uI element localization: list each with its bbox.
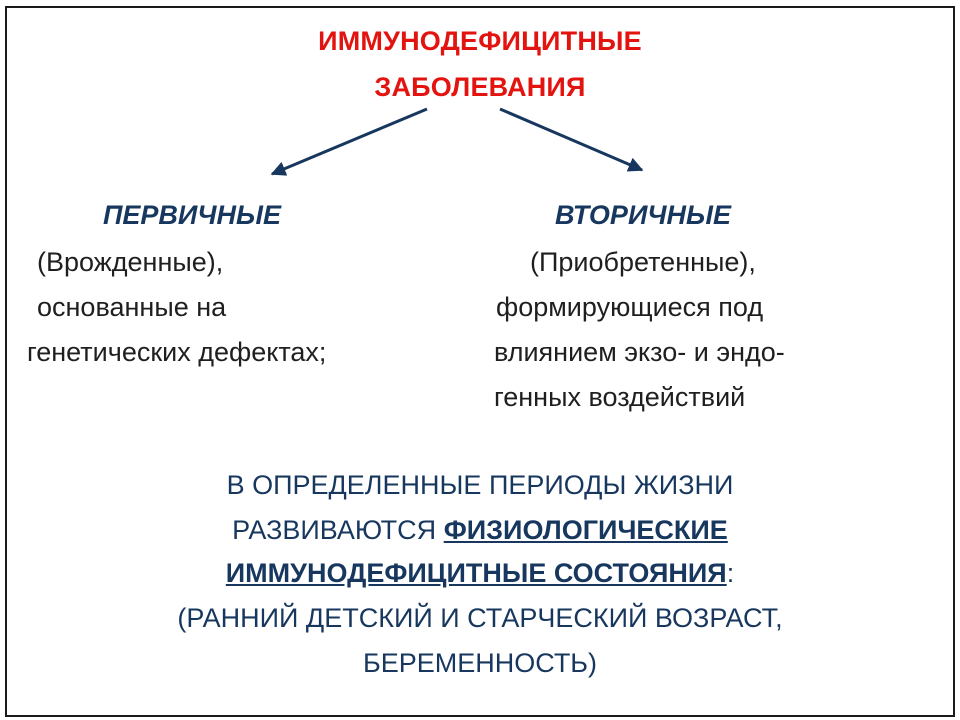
bottom-line-2 <box>0 515 960 546</box>
secondary-line-4: генных воздействий <box>494 382 746 412</box>
secondary-line-1: (Приобретенные), <box>530 247 756 277</box>
bottom-line-5: БЕРЕМЕННОСТЬ) <box>362 648 598 678</box>
secondary-line-3: влиянием экзо- и эндо- <box>494 337 785 367</box>
diagram-title-line-1: ИММУНОДЕФИЦИТНЫЕ <box>318 26 642 56</box>
secondary-line-2: формирующиеся под <box>496 292 764 322</box>
secondary-heading: ВТОРИЧНЫЕ <box>555 200 731 230</box>
arrow-to-primary <box>272 109 427 174</box>
primary-line-2: основанные на <box>37 292 227 322</box>
bottom-line-3 <box>0 558 960 589</box>
arrow-to-secondary <box>500 109 642 170</box>
bottom-line-4: (РАННИЙ ДЕТСКИЙ И СТАРЧЕСКИЙ ВОЗРАСТ, <box>177 603 783 633</box>
diagram-title-line-2: ЗАБОЛЕВАНИЯ <box>374 72 586 102</box>
primary-line-1: (Врожденные), <box>37 247 224 277</box>
bottom-line-3-tail: : <box>726 558 735 588</box>
bottom-line-1: В ОПРЕДЕЛЕННЫЕ ПЕРИОДЫ ЖИЗНИ <box>226 470 734 500</box>
immunodeficiency-states-emphasis: ИММУНОДЕФИЦИТНЫЕ СОСТОЯНИЯ <box>225 558 727 588</box>
primary-heading: ПЕРВИЧНЫЕ <box>103 200 281 230</box>
physiological-emphasis: ФИЗИОЛОГИЧЕСКИЕ <box>443 515 728 545</box>
bottom-line-2-plain: РАЗВИВАЮТСЯ <box>232 515 444 545</box>
primary-line-3: генетических дефектах; <box>27 337 327 367</box>
